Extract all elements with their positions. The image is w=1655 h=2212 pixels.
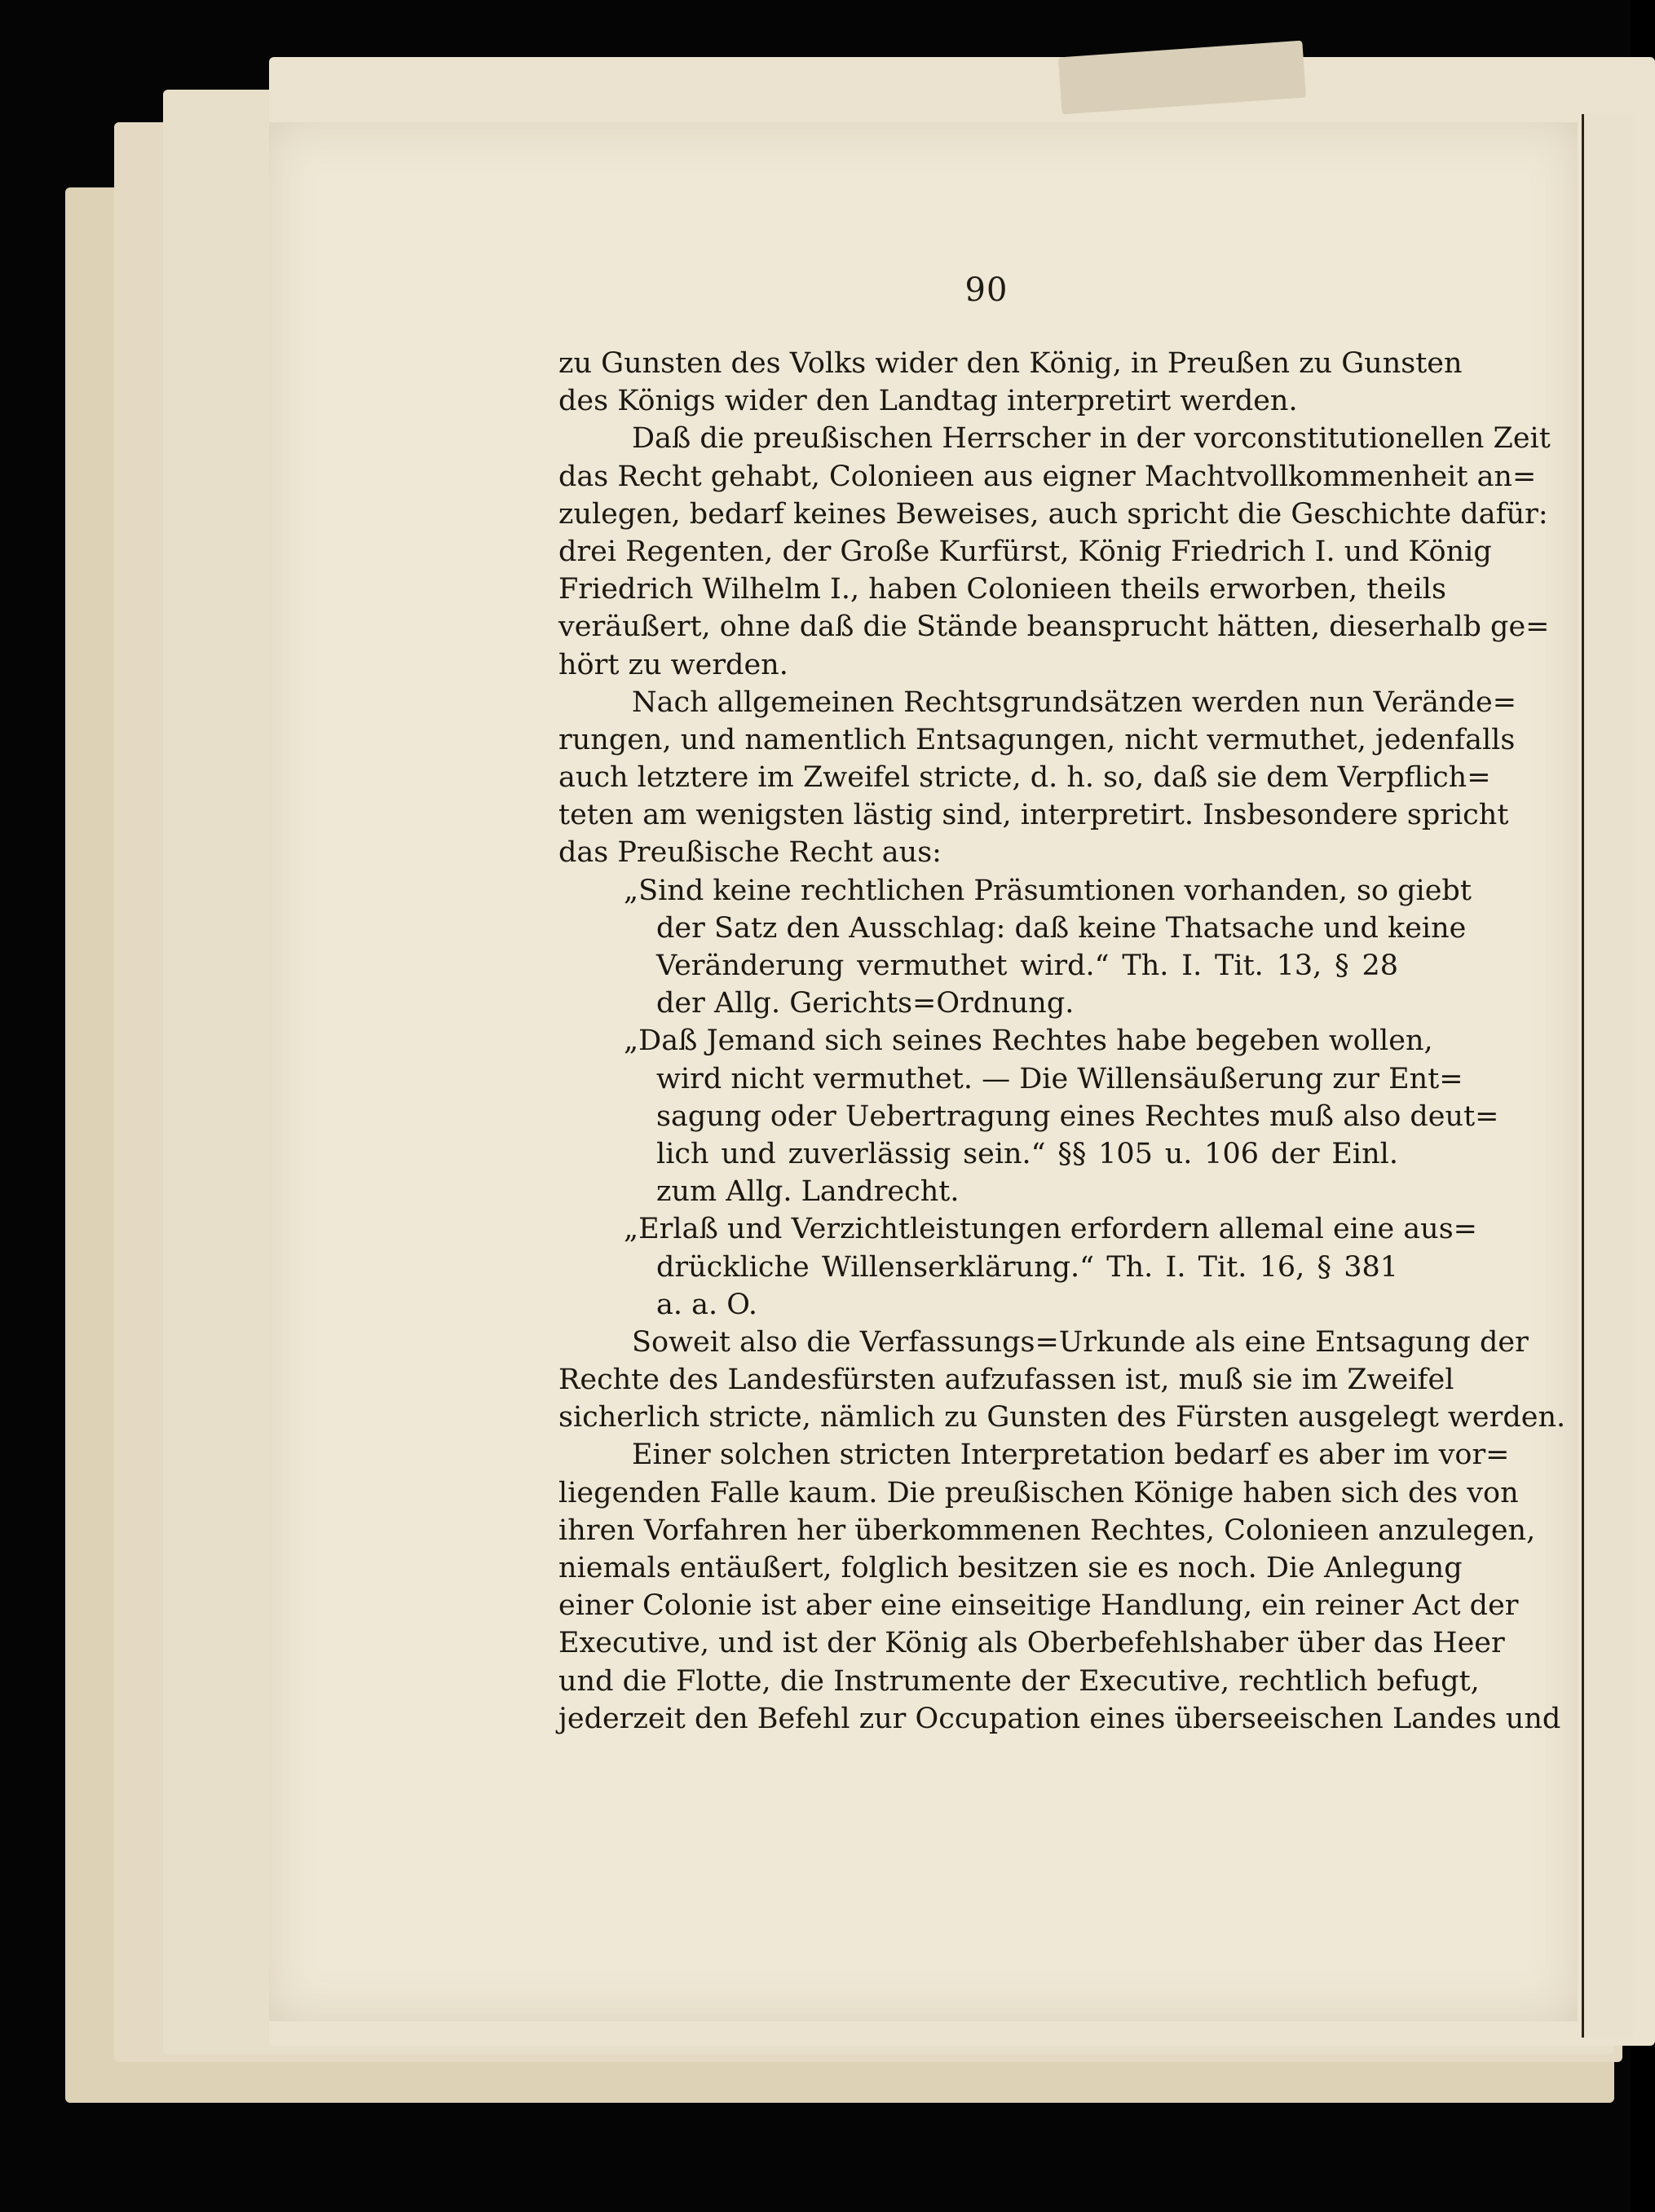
text-line: Daß die preußischen Herrscher in der vorconstitutionellen Zeit [632, 422, 1551, 456]
text-line: Executive, und ist der König als Oberbefehlshaber über das Heer [558, 1627, 1505, 1660]
text-line: liegenden Falle kaum. Die preußischen Könige haben sich des von [558, 1476, 1519, 1509]
text-line: ihren Vorfahren her überkommenen Rechtes, Colonieen anzulegen, [558, 1514, 1536, 1547]
text-line: Veränderung vermuthet wird.“ Th. I. Tit. 13, § 28 [656, 950, 1398, 982]
paragraph [558, 345, 1463, 420]
text-line: Soweit also die Verfassungs=Urkunde als eine Entsagung der [632, 1325, 1529, 1359]
text-line: jederzeit den Befehl zur Occupation eines überseeischen Landes und [558, 1702, 1561, 1735]
text-line: drückliche Willenserklärung.“ Th. I. Tit. 16, § 381 [656, 1250, 1398, 1284]
block-quote [558, 1022, 1499, 1210]
text-line: Rechte des Landesfürsten aufzufassen ist, muß sie im Zweifel [558, 1364, 1454, 1397]
block-quote [558, 872, 1472, 1023]
text-line: rungen, und namentlich Entsagungen, nicht vermuthet, jedenfalls [558, 723, 1516, 756]
text-line: wird nicht vermuthet. — Die Willensäußerung zur Ent= [656, 1062, 1463, 1095]
paragraph [558, 420, 1551, 683]
text-line: einer Colonie ist aber eine einseitige Handlung, ein reiner Act der [558, 1589, 1519, 1623]
text-line: teten am wenigsten lästig sind, interpretirt. Insbesondere spricht [558, 799, 1509, 832]
text-line: der Allg. Gerichts=Ordnung. [656, 987, 1075, 1020]
text-line: veräußert, ohne daß die Stände beansprucht hätten, dieserhalb ge= [558, 610, 1550, 644]
block-quote [558, 1210, 1477, 1324]
text-line: „Daß Jemand sich seines Rechtes habe begeben wollen, [624, 1024, 1433, 1058]
text-line: „Erlaß und Verzichtleistungen erfordern allemal eine aus= [624, 1213, 1477, 1246]
text-line: Nach allgemeinen Rechtsgrundsätzen werden nun Verände= [632, 685, 1517, 719]
text-line: Einer solchen stricten Interpretation bedarf es aber im vor= [632, 1439, 1510, 1472]
text-line: das Recht gehabt, Colonieen aus eigner Machtvollkommenheit an= [558, 460, 1537, 493]
text-line: der Satz den Ausschlag: daß keine Thatsache und keine [656, 911, 1467, 945]
paragraph [558, 684, 1517, 872]
text-line: hört zu werden. [558, 648, 788, 681]
facing-page-edge [1582, 114, 1633, 2038]
text-line: des Königs wider den Landtag interpretirt werden. [558, 385, 1298, 418]
text-line: sicherlich stricte, nämlich zu Gunsten des Fürsten ausgelegt werden. [558, 1401, 1566, 1434]
text-line: „Sind keine rechtlichen Präsumtionen vorhanden, so giebt [624, 874, 1472, 907]
text-line: das Preußische Recht aus: [558, 836, 942, 870]
text-line: sagung oder Uebertragung eines Rechtes muß also deut= [656, 1099, 1499, 1133]
text-line: lich und zuverlässig sein.“ §§ 105 u. 106 der Einl. [656, 1137, 1398, 1170]
text-line: zulegen, bedarf keines Beweises, auch spricht die Geschichte dafür: [558, 497, 1548, 531]
text-line: Friedrich Wilhelm I., haben Colonieen theils erworben, theils [558, 573, 1446, 606]
text-line: drei Regenten, der Große Kurfürst, König Friedrich I. und König [558, 535, 1492, 568]
text-line: zum Allg. Landrecht. [656, 1175, 960, 1209]
paragraph [558, 1436, 1561, 1738]
paragraph [558, 1324, 1566, 1437]
text-line: a. a. O. [656, 1288, 758, 1321]
text-line: auch letztere im Zweifel stricte, d. h. so, daß sie dem Verpflich= [558, 761, 1491, 795]
page-body-text [558, 345, 1566, 1738]
text-line: und die Flotte, die Instrumente der Executive, rechtlich befugt, [558, 1664, 1480, 1698]
text-line: niemals entäußert, folglich besitzen sie es noch. Die Anlegung [558, 1552, 1463, 1584]
page-number: 90 [964, 271, 1008, 309]
text-line: zu Gunsten des Volks wider den König, in Preußen zu Gunsten [558, 347, 1463, 380]
